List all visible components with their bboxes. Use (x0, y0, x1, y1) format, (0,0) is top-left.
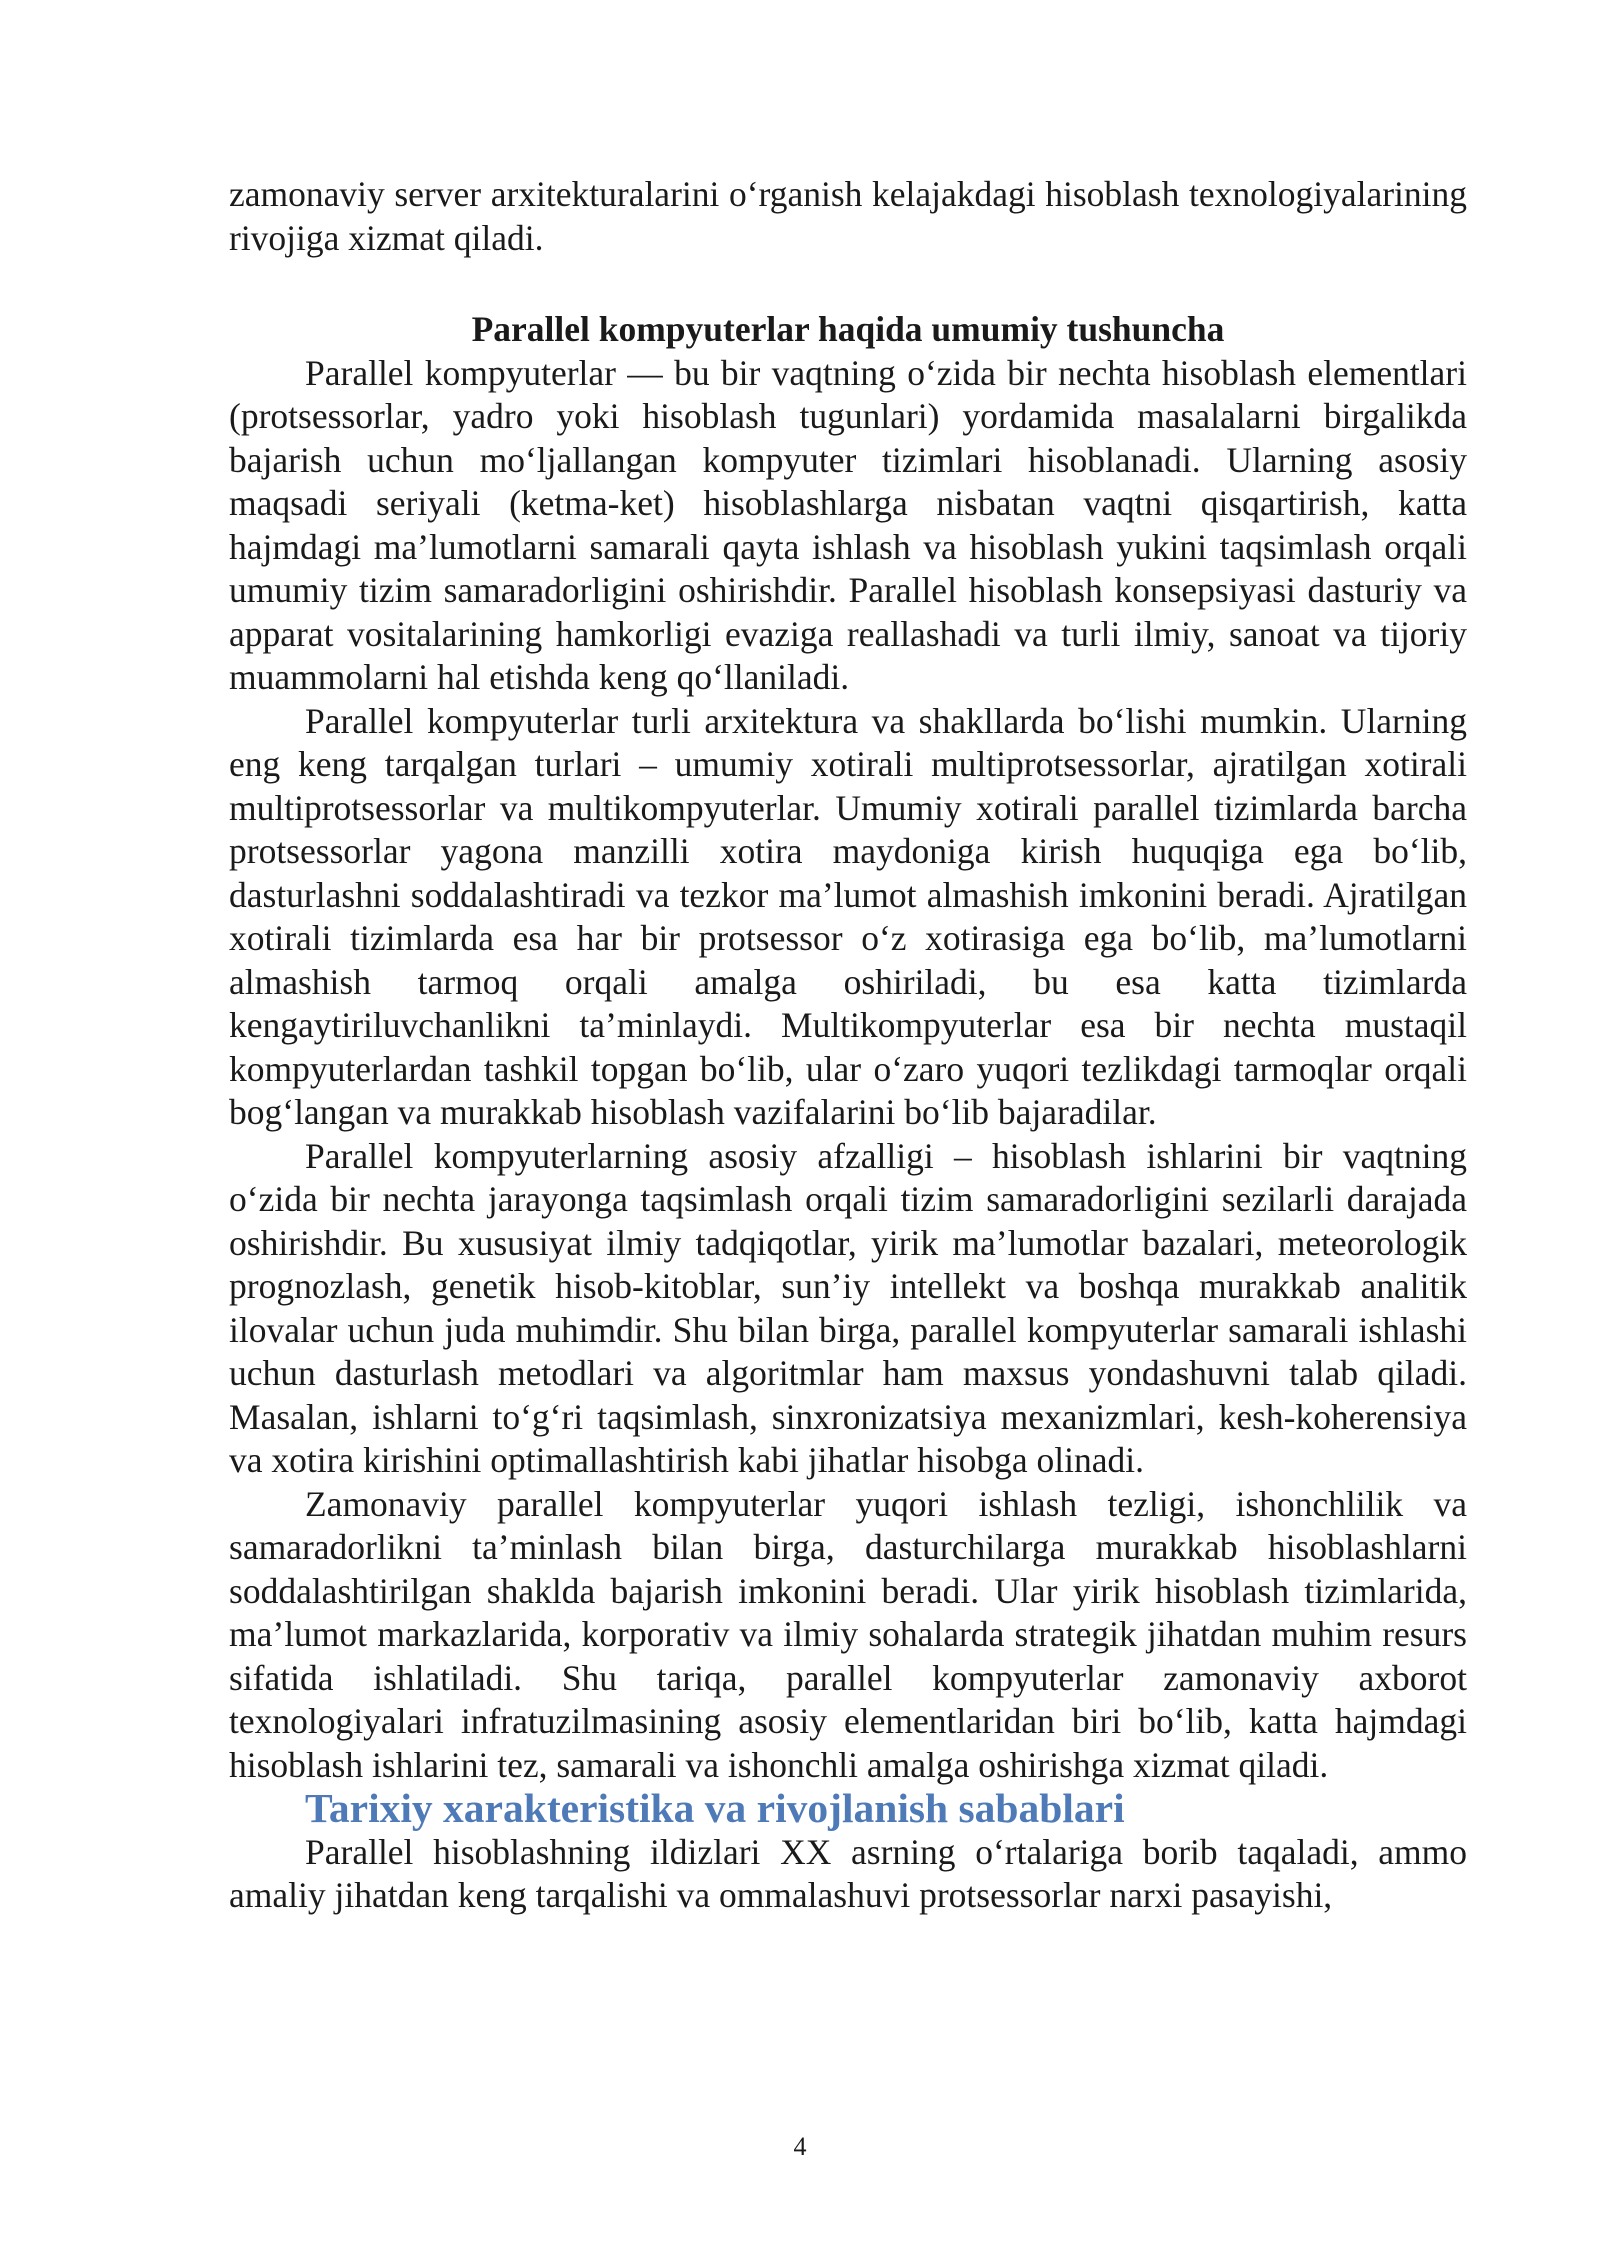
body-paragraph: Parallel kompyuterlar turli arxitektura va shakllarda bo‘lishi mumkin. Ularning eng keng tarqalgan turlari – umumiy xotirali multiprotsessorlar, ajratilgan xotirali multiprotsessorlar va multikompyuterlar. Umumiy xotirali parallel tizimlarda barcha protsessorlar yagona manzilli xotira maydoniga kirish huquqiga ega bo‘lib, dasturlashni soddalashtiradi va tezkor ma’lumot almashish imkonini beradi. Ajratilgan xotirali tizimlarda esa har bir protsessor o‘z xotirasiga ega bo‘lib, ma’lumotlarni almashish tarmoq orqali amalga oshiriladi, bu esa katta tizimlarda kengaytiriluvchanlikni ta’minlaydi. Multikompyuterlar esa bir nechta mustaqil kompyuterlardan tashkil topgan bo‘lib, ular o‘zaro yuqori tezlikdagi tarmoqlar orqali bog‘langan va murakkab hisoblash vazifalarini bo‘lib bajaradilar. (229, 700, 1467, 1132)
body-paragraph: Parallel hisoblashning ildizlari XX asrning o‘rtalariga borib taqaladi, ammo amaliy jihatdan keng tarqalishi va ommalashuvi protsessorlar narxi pasayishi, (229, 1831, 1467, 1915)
page-number: 4 (793, 2132, 807, 2161)
main-content (229, 308, 1467, 1918)
intro-block (229, 173, 1467, 260)
body-paragraph: Parallel kompyuterlarning asosiy afzalligi – hisoblash ishlarini bir vaqtning o‘zida bir nechta jarayonga taqsimlash orqali tizim samaradorligini sezilarli darajada oshirishdir. Bu xususiyat ilmiy tadqiqotlar, yirik ma’lumotlar bazalari, meteorologik prognozlash, genetik hisob-kitoblar, sun’iy intellekt va boshqa murakkab analitik ilovalar uchun juda muhimdir. Shu bilan birga, parallel kompyuterlar samarali ishlashi uchun dasturlash metodlari va algoritmlar ham maxsus yondashuvni talab qiladi. Masalan, ishlarni to‘g‘ri taqsimlash, sinxronizatsiya mexanizmlari, kesh-koherensiya va xotira kirishini optimallashtirish kabi jihatlar hisobga olinadi. (229, 1135, 1467, 1480)
body-paragraph: Zamonaviy parallel kompyuterlar yuqori ishlash tezligi, ishonchlilik va samaradorlikni ta’minlash bilan birga, dasturchilarga murakkab hisoblashlarni soddalashtirilgan shaklda bajarish imkonini beradi. Ular yirik hisoblash tizimlarida, ma’lumot markazlarida, korporativ va ilmiy sohalarda strategik jihatdan muhim resurs sifatida ishlatiladi. Shu tariqa, parallel kompyuterlar zamonaviy axborot texnologiyalari infratuzilmasining asosiy elementlaridan biri bo‘lib, katta hajmdagi hisoblash ishlarini tez, samarali va ishonchli amalga oshirishga xizmat qiladi. (229, 1483, 1467, 1785)
body-paragraph: Parallel kompyuterlar — bu bir vaqtning o‘zida bir nechta hisoblash elementlari (protsessorlar, yadro yoki hisoblash tugunlari) yordamida masalalarni birgalikda bajarish uchun mo‘ljallangan kompyuter tizimlari hisoblanadi. Ularning asosiy maqsadi seriyali (ketma-ket) hisoblashlarga nisbatan vaqtni qisqartirish, katta hajmdagi ma’lumotlarni samarali qayta ishlash va hisoblash yukini taqsimlash orqali umumiy tizim samaradorligini oshirishdir. Parallel hisoblash konsepsiyasi dasturiy va apparat vositalarining hamkorligi evaziga reallashadi va turli ilmiy, sanoat va tijoriy muammolarni hal etishda keng qo‘llaniladi. (229, 352, 1467, 697)
section-title-parallel-computers: Parallel kompyuterlar haqida umumiy tushuncha (471, 309, 1225, 349)
intro-paragraph: zamonaviy server arxitekturalarini o‘rganish kelajakdagi hisoblash texnologiyalarining rivojiga xizmat qiladi. (229, 174, 1467, 258)
section-title-history: Tarixiy xarakteristika va rivojlanish sabablari (305, 1785, 1125, 1831)
